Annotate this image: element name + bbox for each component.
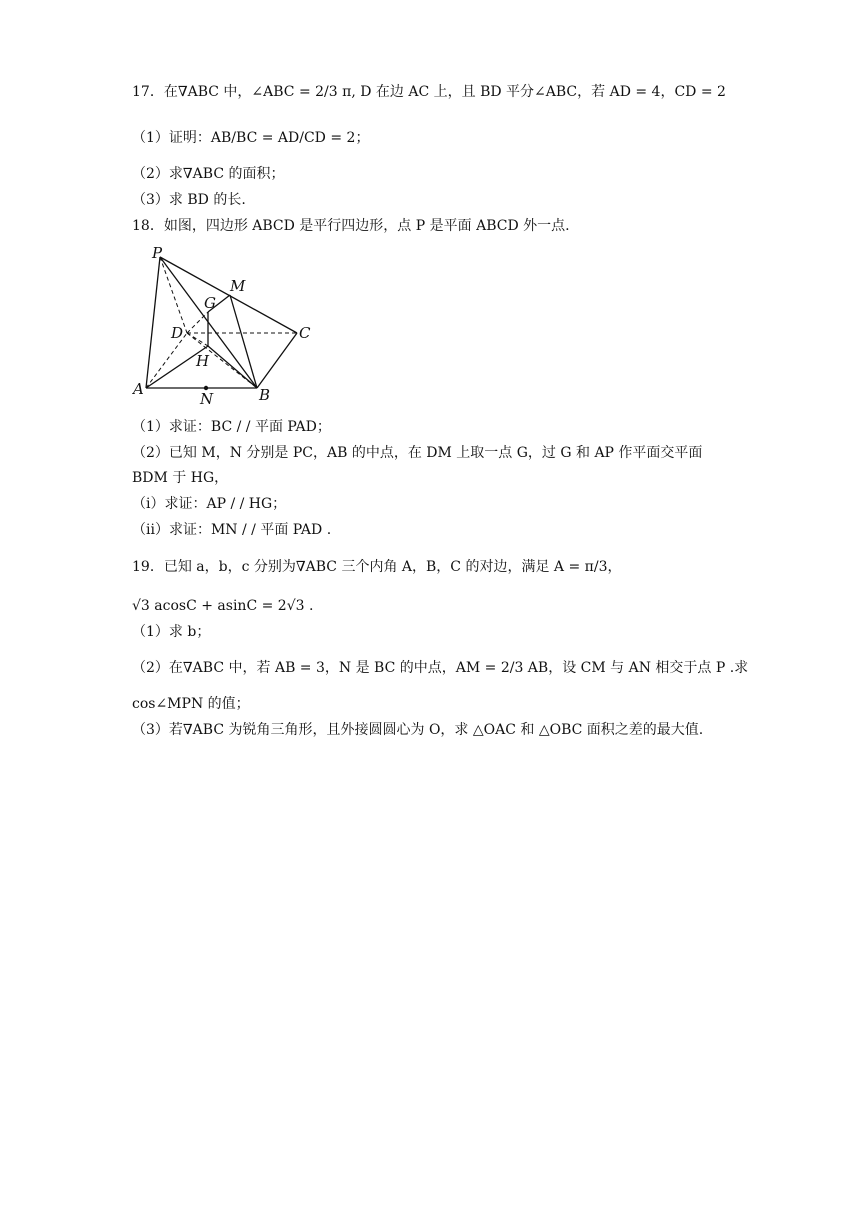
q18-part2-ii: （ii）求证：MN / / 平面 PAD .: [132, 522, 332, 538]
q19-part3: （3）若∇ABC 为锐角三角形，且外接圆圆心为 O，求 △OAC 和 △OBC 面积之差的最大值.: [132, 722, 704, 738]
edge-PC: [160, 257, 297, 333]
label-N: N: [200, 390, 214, 407]
label-C: C: [299, 324, 311, 342]
label-P: P: [152, 244, 163, 262]
edge-BC: [257, 333, 297, 388]
q19-part1: （1）求 b；: [132, 624, 211, 640]
pyramid-figure: [132, 242, 332, 407]
label-A: A: [133, 380, 144, 398]
q17-part3: （3）求 BD 的长.: [132, 192, 246, 208]
q17-part1: （1）证明：AB/BC = AD/CD = 2；: [132, 130, 370, 146]
edge-PD-hidden: [160, 257, 187, 333]
q19-part2-line1: （2）在∇ABC 中，若 AB = 3，N 是 BC 的中点，AM = 2/3 AB，设 CM 与 AN 相交于点 P .求: [132, 660, 749, 676]
q19-part2-line2: cos∠MPN 的值；: [132, 696, 250, 712]
q17-part2: （2）求∇ABC 的面积；: [132, 166, 285, 182]
edge-PA: [146, 257, 160, 388]
q19-title: 19．已知 a，b，c 分别为∇ABC 三个内角 A，B，C 的对边，满足 A = π/3，: [132, 559, 622, 575]
label-H: H: [196, 352, 210, 370]
q18-title: 18．如图，四边形 ABCD 是平行四边形，点 P 是平面 ABCD 外一点.: [132, 218, 570, 234]
label-B: B: [259, 386, 271, 404]
label-D: D: [171, 324, 184, 342]
q18-part2-line2: BDM 于 HG，: [132, 470, 229, 486]
label-G: G: [204, 294, 216, 312]
q19-condition: √3 acosC + asinC = 2√3 .: [132, 598, 314, 614]
q17-title: 17．在∇ABC 中，∠ABC = 2/3 π, D 在边 AC 上，且 BD 平分∠ABC，若 AD = 4，CD = 2: [132, 84, 726, 100]
q18-part2-line1: （2）已知 M，N 分别是 PC，AB 的中点，在 DM 上取一点 G，过 G 和 AP 作平面交平面: [132, 445, 703, 461]
q18-part2-i: （i）求证：AP / / HG；: [132, 496, 287, 512]
edge-DG-hidden: [187, 312, 208, 333]
q18-part1: （1）求证：BC / / 平面 PAD；: [132, 419, 331, 435]
label-M: M: [230, 277, 246, 295]
